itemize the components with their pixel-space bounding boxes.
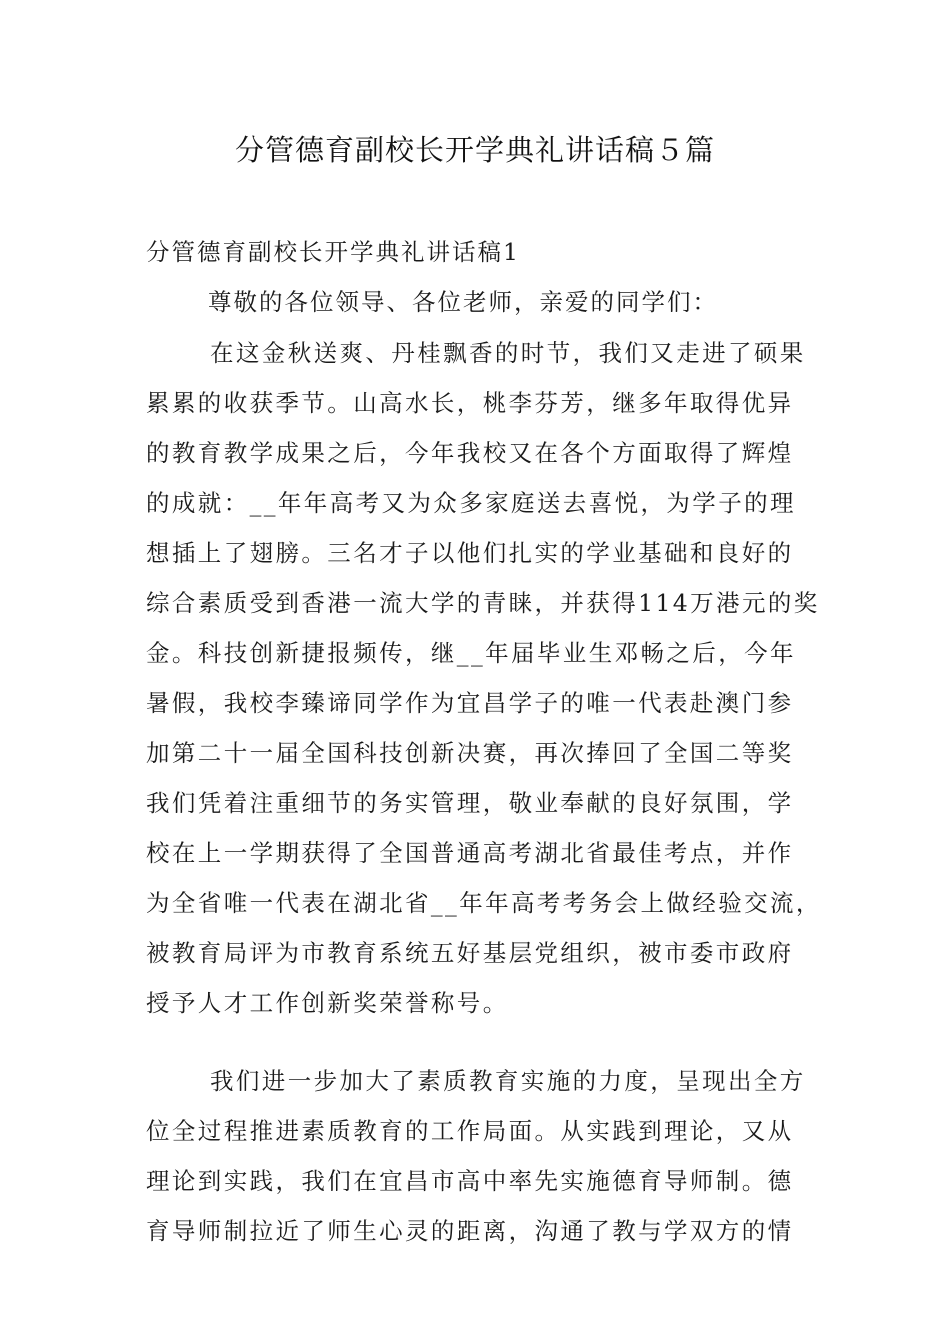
text-line: 理论到实践，我们在宜昌市高中率先实施德育导师制。德 (146, 1167, 794, 1195)
text-line: 的成就：__年年高考又为众多家庭送去喜悦，为学子的理 (146, 489, 796, 517)
salutation: 尊敬的各位领导、各位老师，亲爱的同学们： (208, 288, 718, 316)
text-line: 为全省唯一代表在湖北省__年年高考考务会上做经验交流， (146, 889, 822, 917)
text-line: 位全过程推进素质教育的工作局面。从实践到理论，又从 (146, 1117, 794, 1145)
section-heading: 分管德育副校长开学典礼讲话稿1 (146, 238, 520, 266)
document-title: 分管德育副校长开学典礼讲话稿５篇 (234, 133, 715, 167)
text-line: 被教育局评为市教育系统五好基层党组织，被市委市政府 (146, 939, 794, 967)
paragraph (146, 332, 822, 1032)
text-line: 综合素质受到香港一流大学的青睐，并获得114万港元的奖 (146, 589, 820, 617)
text-line: 校在上一学期获得了全国普通高考湖北省最佳考点，并作 (146, 839, 794, 867)
text-line: 我们凭着注重细节的务实管理，敬业奉献的良好氛围，学 (146, 789, 794, 817)
text-line: 加第二十一届全国科技创新决赛，再次捧回了全国二等奖 (146, 739, 794, 767)
document-body (146, 232, 822, 1260)
text-line: 累累的收获季节。山高水长，桃李芬芳，继多年取得优异 (146, 389, 794, 417)
text-line: 在这金秋送爽、丹桂飘香的时节，我们又走进了硕果 (210, 339, 806, 367)
text-line: 的教育教学成果之后，今年我校又在各个方面取得了辉煌 (146, 439, 794, 467)
text-line: 授予人才工作创新奖荣誉称号。 (146, 989, 509, 1017)
paragraph (146, 1060, 806, 1260)
text-line: 暑假，我校李臻谛同学作为宜昌学子的唯一代表赴澳门参 (146, 689, 794, 717)
text-line: 我们进一步加大了素质教育实施的力度，呈现出全方 (210, 1067, 806, 1095)
text-line: 育导师制拉近了师生心灵的距离，沟通了教与学双方的情 (146, 1217, 794, 1245)
text-line: 想插上了翅膀。三名才子以他们扎实的学业基础和良好的 (146, 539, 794, 567)
text-line: 金。科技创新捷报频传，继__年届毕业生邓畅之后，今年 (146, 639, 796, 667)
